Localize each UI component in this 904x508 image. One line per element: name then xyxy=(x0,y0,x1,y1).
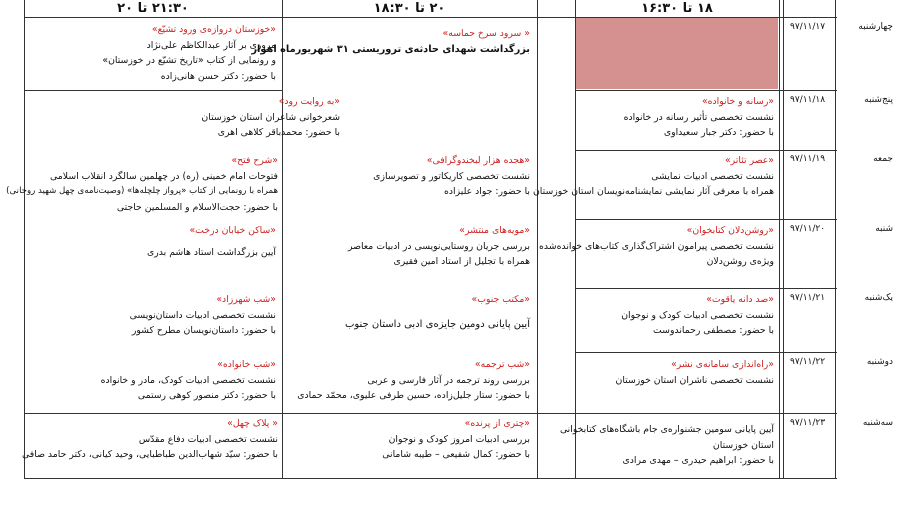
date-label: ۹۷/۱۱/۱۹ xyxy=(790,154,826,164)
grid-line xyxy=(24,90,282,91)
event-line: با حضور: مصطفی رحماندوست xyxy=(653,325,774,336)
event-cell xyxy=(30,223,276,260)
day-label: چهارشنبه xyxy=(858,22,893,32)
grid-line xyxy=(282,0,283,478)
event-line: بررسی روند ترجمه در آثار فارسی و عربی xyxy=(367,374,530,386)
event-line: با حضور: دکتر حسن هانی‌زاده xyxy=(160,70,276,82)
event-line: بزرگداشت شهدای حادثه‌ی تروریستی ۳۱ شهریورماه اهواز xyxy=(251,43,530,55)
event-cell xyxy=(30,357,276,404)
event-line: و رونمایی از کتاب «تاریخ تشیّع در خوزستان» xyxy=(102,55,276,66)
event-line: با حضور: کمال شفیعی – طیبه شامانی xyxy=(382,449,530,460)
event-line: نشست تخصصی ادبیات دفاع مقدّس xyxy=(138,433,278,445)
event-line: استان خوزستان xyxy=(712,439,774,451)
event-cell xyxy=(582,94,774,141)
event-cell xyxy=(40,94,340,141)
event-line: همراه با تجلیل از استاد امین فقیری xyxy=(393,256,530,267)
event-cell xyxy=(290,416,530,463)
event-cell xyxy=(22,416,278,463)
grid-line xyxy=(24,478,837,479)
event-line: نشست تخصصی ادبیات نمایشی xyxy=(651,170,774,182)
event-line: نشست تخصصی ادبیات داستان‌نویسی xyxy=(129,309,276,321)
event-title: «شب خانواده» xyxy=(217,359,276,370)
event-cell xyxy=(290,357,530,404)
event-line: با حضور: محمدباقر کلاهی اهری xyxy=(217,127,340,138)
event-title: «روشن‌دلان کتابخوان» xyxy=(686,225,774,236)
event-cell xyxy=(251,26,530,57)
event-line: نشست تخصصی کاریکاتور و تصویرسازی xyxy=(373,170,530,182)
event-cell xyxy=(582,292,774,339)
event-line: بررسی ادبیات امروز کودک و نوجوان xyxy=(388,433,530,445)
event-title: «چتری از پرنده» xyxy=(464,418,530,429)
grid-line xyxy=(835,0,836,478)
event-cell xyxy=(539,223,774,270)
event-title: « پلاک چهل» xyxy=(227,418,278,429)
event-cell xyxy=(30,292,276,339)
grid-line xyxy=(779,0,780,478)
header-col-18: ۱۸ تا ۱۶:۳۰ xyxy=(641,1,713,16)
date-label: ۹۷/۱۱/۲۱ xyxy=(790,293,826,303)
day-label: دوشنبه xyxy=(866,357,893,367)
event-line: با حضور: جواد علیزاده xyxy=(444,186,530,197)
event-line: فتوحات امام خمینی (ره) در چهلمین سالگرد انقلاب اسلامی xyxy=(50,170,278,182)
event-line: مروری بر آثار عبدالکاظم علی‌نژاد xyxy=(146,39,276,51)
event-cell xyxy=(290,292,530,332)
event-line: با حضور: حجت‌الاسلام و المسلمین حاجتی xyxy=(116,201,278,213)
event-line: با حضور: دکتر جبار سعیداوی xyxy=(663,127,774,138)
event-line: نشست تخصصی پیرامون اشتراک‌گذاری کتاب‌های خوانده‌شده xyxy=(539,240,774,252)
event-title: «به روایت رود» xyxy=(278,96,340,107)
grid-line xyxy=(575,90,837,91)
grid-line xyxy=(575,288,837,289)
event-title: «راه‌اندازی سامانه‌ی نشر» xyxy=(671,359,774,370)
event-line: شعرخوانی شاعران استان خوزستان xyxy=(201,111,340,123)
grid-line xyxy=(575,352,837,353)
event-line: نشست تخصصی ادبیات کودک و نوجوان xyxy=(621,309,774,321)
event-title: «شب شهرزاد» xyxy=(216,294,276,305)
event-line: با حضور: ابراهیم حیدری – مهدی مرادی xyxy=(622,455,774,466)
event-line: آیین بزرگداشت استاد هاشم بدری xyxy=(147,246,276,258)
event-title: «رسانه و خانواده» xyxy=(701,96,774,107)
event-title: «صد دانه یاقوت» xyxy=(706,294,774,305)
event-line: همراه با معرفی آثار نمایشی نمایشنامه‌نویسان استان خوزستان xyxy=(532,186,774,197)
event-cell xyxy=(290,223,530,270)
date-label: ۹۷/۱۱/۲۲ xyxy=(790,357,826,367)
event-title: «شب ترجمه» xyxy=(474,359,530,370)
event-line: نشست تخصصی ناشران استان خوزستان xyxy=(615,374,774,386)
event-cell xyxy=(559,422,774,469)
event-line: نشست تخصصی ادبیات کودک، مادر و خانواده xyxy=(100,374,276,386)
event-title: «هجده هزار لبخندوگرافی» xyxy=(426,155,530,166)
event-title: «عصر تئاتر» xyxy=(724,155,774,166)
grid-line xyxy=(783,0,784,478)
date-label: ۹۷/۱۱/۱۷ xyxy=(790,22,826,32)
event-cell xyxy=(582,357,774,388)
date-label: ۹۷/۱۱/۱۸ xyxy=(790,95,826,105)
event-title: «ساکن خیابان درخت» xyxy=(189,225,276,236)
date-label: ۹۷/۱۱/۲۳ xyxy=(790,418,826,428)
day-label: جمعه xyxy=(873,154,893,164)
event-cell xyxy=(6,153,278,215)
event-line: با حضور: ستار جلیل‌زاده، حسین طرفی علیوی، محمّد حمادی xyxy=(297,390,530,401)
event-title: «شرح فتح» xyxy=(231,155,278,166)
grid-line xyxy=(575,219,837,220)
event-title: «مویه‌های منتشر» xyxy=(459,225,530,236)
event-title: «خوزستان دروازه‌ی ورود تشیّع» xyxy=(151,24,276,35)
event-line: ویژه‌ی روشن‌دلان xyxy=(706,256,774,267)
event-line: بررسی جریان روستایی‌نویسی در ادبیات معاصر xyxy=(347,240,530,252)
event-cell xyxy=(532,153,774,200)
event-line: با حضور: دکتر منصور کوهی رستمی xyxy=(137,390,276,401)
event-title: «مکتب جنوب» xyxy=(471,294,530,305)
event-line: آیین پایانی دومین جایزه‌ی ادبی داستان جنوب xyxy=(344,318,530,330)
highlight-cell xyxy=(576,18,778,89)
day-label: شنبه xyxy=(875,224,893,234)
grid-line xyxy=(24,0,25,478)
day-label: پنج‌شنبه xyxy=(864,95,893,105)
grid-line xyxy=(24,413,837,414)
day-label: سه‌شنبه xyxy=(862,418,893,428)
date-label: ۹۷/۱۱/۲۰ xyxy=(790,224,826,234)
event-title: « سرود سرخ حماسه» xyxy=(442,28,530,39)
event-line: آیین پایانی سومین جشنواره‌ی جام باشگاه‌های کتابخوانی xyxy=(559,424,774,435)
grid-line xyxy=(537,0,538,478)
day-label: یک‌شنبه xyxy=(864,293,893,303)
event-cell xyxy=(30,22,276,84)
event-line: با حضور: داستان‌نویسان مطرح کشور xyxy=(131,325,276,336)
header-col-21: ۲۱:۳۰ تا ۲۰ xyxy=(117,1,189,16)
header-col-20: ۲۰ تا ۱۸:۳۰ xyxy=(373,1,446,16)
event-line: با حضور: سیّد شهاب‌الدین طباطبایی، وحید کیانی، دکتر حامد صافی xyxy=(22,449,278,460)
event-cell xyxy=(290,153,530,200)
grid-line xyxy=(575,150,837,151)
event-line: نشست تخصصی تأثیر رسانه در خانواده xyxy=(623,111,774,123)
event-line: همراه با رونمایی از کتاب «پرواز چلچله‌ها» (وصیت‌نامه‌ی چهل شهید روحانی) xyxy=(6,186,278,196)
